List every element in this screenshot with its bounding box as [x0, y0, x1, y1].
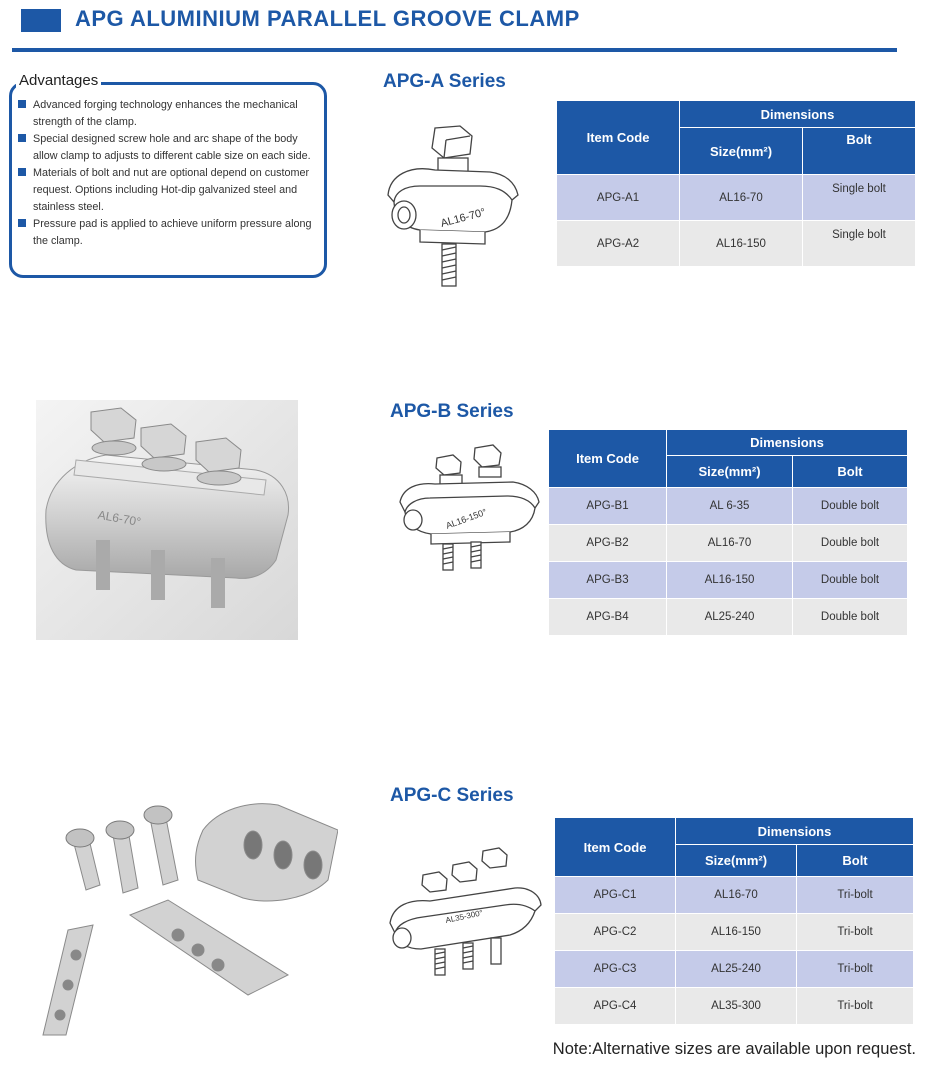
series-a-table [556, 100, 916, 267]
table-row [549, 525, 908, 562]
bolt-cell: Double bolt [793, 525, 908, 562]
header-accent-block [21, 9, 61, 32]
advantage-text: Pressure pad is applied to achieve uniform pressure along the clamp. [33, 218, 312, 247]
square-bullet-icon [18, 219, 26, 227]
bolt-header: Bolt [803, 128, 916, 175]
item-code-cell: APG-A2 [557, 221, 680, 267]
item-code-cell: APG-C3 [555, 951, 676, 988]
bolt-cell: Single bolt [803, 175, 916, 221]
size-header: Size(mm²) [680, 128, 803, 175]
advantage-item [18, 165, 323, 216]
item-code-cell: APG-C4 [555, 988, 676, 1025]
clamp-c-parts-photo [38, 790, 338, 1040]
table-row [555, 914, 914, 951]
bolt-cell: Tri-bolt [797, 951, 914, 988]
table-row [549, 488, 908, 525]
size-cell: AL25-240 [676, 951, 797, 988]
item-code-header: Item Code [549, 430, 667, 488]
series-b-title: APG-B Series [390, 401, 514, 422]
series-c-table [554, 817, 914, 1025]
clamp-b-photo [36, 400, 298, 640]
bolt-cell: Tri-bolt [797, 988, 914, 1025]
advantage-item [18, 216, 323, 250]
size-cell: AL 6-35 [667, 488, 793, 525]
advantage-text: Advanced forging technology enhances the mechanical strength of the clamp. [33, 99, 298, 128]
bolt-cell: Double bolt [793, 599, 908, 636]
bolt-header: Bolt [793, 456, 908, 488]
clamp-a-marking: AL16-70° [439, 206, 487, 230]
size-cell: AL16-150 [680, 221, 803, 267]
bolt-cell: Double bolt [793, 562, 908, 599]
table-row [549, 562, 908, 599]
clamp-a-drawing [380, 120, 525, 295]
clamp-b-drawing [395, 440, 545, 575]
bolt-cell: Double bolt [793, 488, 908, 525]
item-code-header: Item Code [555, 818, 676, 877]
bolt-cell: Tri-bolt [797, 877, 914, 914]
size-cell: AL16-150 [676, 914, 797, 951]
dimensions-header: Dimensions [676, 818, 914, 845]
item-code-cell: APG-B2 [549, 525, 667, 562]
dimensions-header: Dimensions [680, 101, 916, 128]
table-row [549, 599, 908, 636]
table-row [555, 877, 914, 914]
size-cell: AL25-240 [667, 599, 793, 636]
square-bullet-icon [18, 134, 26, 142]
page-title: APG ALUMINIUM PARALLEL GROOVE CLAMP [75, 6, 580, 31]
advantage-text: Materials of bolt and nut are optional depend on customer request. Options including Hot-dip galvanized steel and stainless steel. [33, 167, 310, 213]
advantage-item [18, 97, 323, 131]
size-cell: AL16-150 [667, 562, 793, 599]
size-cell: AL16-70 [676, 877, 797, 914]
series-a-title: APG-A Series [383, 71, 506, 92]
size-header: Size(mm²) [676, 845, 797, 877]
table-row [555, 988, 914, 1025]
bolt-cell: Tri-bolt [797, 914, 914, 951]
dimensions-header: Dimensions [667, 430, 908, 456]
advantages-list [18, 97, 323, 250]
square-bullet-icon [18, 168, 26, 176]
item-code-cell: APG-C2 [555, 914, 676, 951]
table-row [557, 175, 916, 221]
size-cell: AL35-300 [676, 988, 797, 1025]
clamp-b-marking: AL16-150° [444, 506, 489, 531]
item-code-cell: APG-A1 [557, 175, 680, 221]
bolt-head-shape [432, 126, 472, 158]
series-b-table [548, 429, 908, 636]
item-code-cell: APG-C1 [555, 877, 676, 914]
clamp-b-photo-marking: AL6-70° [96, 507, 143, 530]
clamp-c-drawing [385, 843, 545, 978]
square-bullet-icon [18, 100, 26, 108]
header-divider [12, 48, 897, 52]
clamp-c-marking: AL35-300° [444, 908, 484, 925]
bolt-header: Bolt [797, 845, 914, 877]
item-code-cell: APG-B1 [549, 488, 667, 525]
size-cell: AL16-70 [680, 175, 803, 221]
table-row [557, 221, 916, 267]
advantages-title: Advantages [16, 72, 101, 89]
advantage-item [18, 131, 323, 165]
advantage-text: Special designed screw hole and arc shape of the body allow clamp to adjusts to different cable size on each side. [33, 133, 311, 162]
table-row [555, 951, 914, 988]
item-code-header: Item Code [557, 101, 680, 175]
item-code-cell: APG-B4 [549, 599, 667, 636]
size-cell: AL16-70 [667, 525, 793, 562]
item-code-cell: APG-B3 [549, 562, 667, 599]
size-header: Size(mm²) [667, 456, 793, 488]
bolt-cell: Single bolt [803, 221, 916, 267]
availability-note: Note:Alternative sizes are available upon request. [552, 1040, 916, 1058]
series-c-title: APG-C Series [390, 785, 514, 806]
